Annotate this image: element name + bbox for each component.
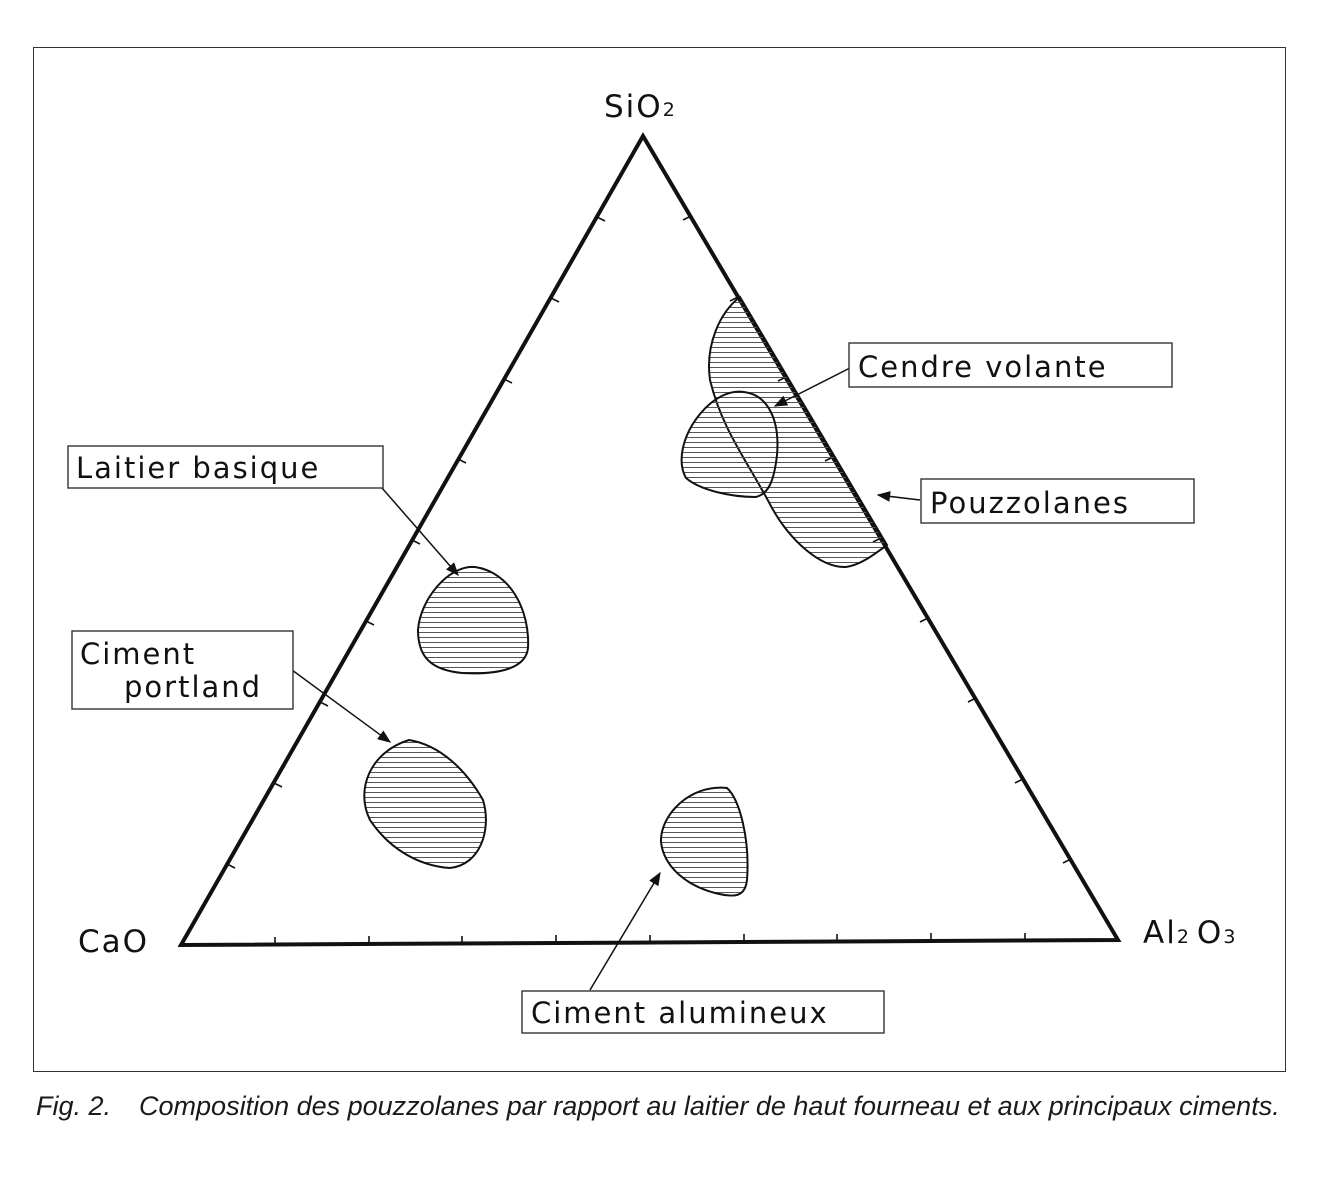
caption-number: Fig. 2.: [36, 1091, 112, 1121]
arrow-laitier-basique: [375, 480, 458, 575]
figure-caption: [36, 1090, 1306, 1123]
tick-marks: [227, 216, 1071, 945]
ternary-triangle: [181, 136, 1118, 945]
svg-text:Ciment: Ciment: [80, 637, 197, 671]
label-ciment-alumineux: [522, 991, 884, 1033]
cendre-volante-region: [682, 392, 778, 497]
label-ciment-portland: [72, 631, 293, 709]
label-cendre-volante: [849, 343, 1172, 387]
svg-text:portland: portland: [124, 670, 263, 704]
label-pouzzolanes: [921, 479, 1194, 523]
svg-text:Cendre volante: Cendre volante: [858, 350, 1108, 384]
vertex-label-cao: CaO: [78, 924, 150, 960]
arrow-pouzzolanes: [878, 495, 920, 500]
svg-text:Pouzzolanes: Pouzzolanes: [930, 486, 1130, 520]
vertex-label-al2o3: Al2 O3: [1143, 915, 1238, 951]
arrow-ciment-alumineux: [590, 873, 660, 990]
svg-text:Laitier basique: Laitier basique: [76, 451, 321, 485]
vertex-label-sio2: SiO2: [604, 89, 677, 125]
arrow-ciment-portland: [292, 670, 390, 742]
ciment-alumineux-region: [661, 788, 748, 896]
ciment-portland-region: [364, 740, 486, 868]
svg-text:Ciment alumineux: Ciment alumineux: [531, 996, 829, 1030]
laitier-basique-region: [418, 567, 528, 673]
label-laitier-basique: [68, 446, 383, 488]
caption-text: Composition des pouzzolanes par rapport au laitier de haut fourneau et aux principaux ciments.: [139, 1091, 1280, 1121]
